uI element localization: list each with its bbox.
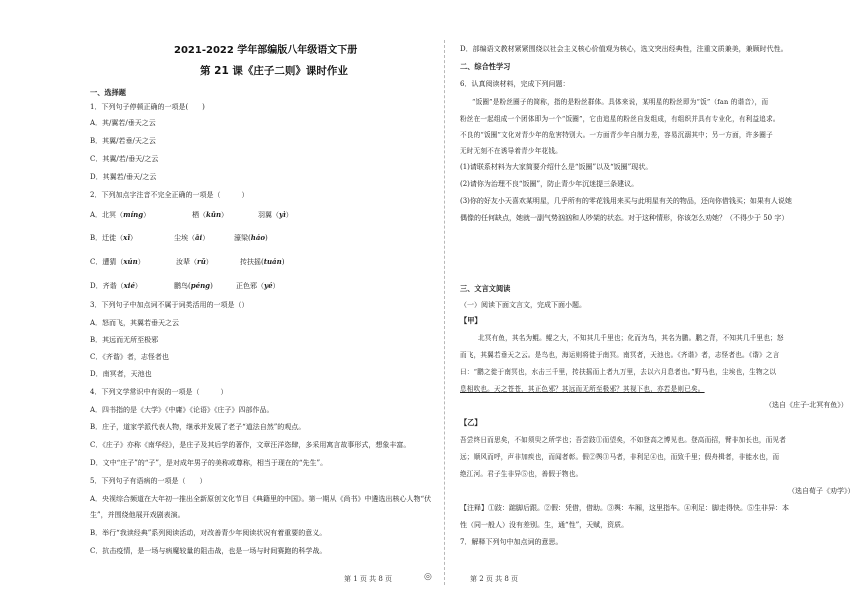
q3-option-c: C．《齐谐》者，志怪者也 (90, 353, 169, 361)
q2-option-d: D．齐谐（xié） (90, 281, 142, 290)
jia-line-4: 息相吹也。天之苍苍，其正色邪？其远而无所至极邪？其视下也，亦若是则已矣。 (460, 385, 705, 393)
page-number-left: 第 1 页 共 8 页 (344, 575, 393, 583)
q6-part-2: (2)请你为治理不良“饭圈”，防止青少年沉迷提三条建议。 (460, 180, 639, 188)
q6-part-1: (1)请联系材料为大家简要介绍什么是“饭圈”以及“饭圈”现状。 (460, 163, 653, 171)
q4-option-b: B．庄子，道家学派代表人物，继承并发展了老子“道法自然”的观点。 (90, 423, 306, 431)
binding-mark-icon: ◎ (424, 572, 432, 582)
q2-option-a-2: 栖（kūn） (192, 210, 229, 219)
passage-yi-label: 【乙】 (460, 418, 482, 427)
q6-part-3-cont: 偶像的任何缺点，她就一副气势汹汹和人吵架的状态。对于这种情形，你该怎么劝她？（不得少于 50 字） (460, 214, 789, 222)
notes-line-2: 性（同一般人）没有差别。生，通“性”，天赋，资质。 (460, 521, 629, 529)
q4-option-a: A．四书指的是《大学》《中庸》《论语》《庄子》四部作品。 (90, 406, 274, 414)
q5-option-c: C．抗击疫情，是一场与病魔较量的阻击战，也是一场与时间赛跑的科学战。 (90, 547, 327, 555)
q2-option-b-2: 尘埃（āi） (174, 233, 210, 242)
q1-option-c: C．其翼/若/垂天/之云 (90, 155, 159, 163)
q3-option-a: A．怒而飞，其翼若垂天之云 (90, 319, 180, 327)
section-heading-choice: 一、选择题 (90, 88, 126, 97)
lesson-title: 第 21 课《庄子二则》课时作业 (200, 65, 348, 77)
question-1: 1．下列句子停顿正确的一项是( ) (90, 103, 205, 111)
q2-option-c: C．遭猜（xún） (90, 257, 145, 266)
question-7: 7．解释下列句中加点词的意思。 (460, 538, 563, 546)
yi-line-1: 吾尝终日而思矣，不如须臾之所学也；吾尝跂①而望矣，不如登高之博见也。登高而招，臂非加长也，而见者 (460, 436, 787, 444)
q2-option-a-3: 羽翼（yì） (258, 210, 293, 219)
q4-option-c: C．《庄子》亦称《南华经》，是庄子及其后学的著作，文章汪洋恣肆，多采用寓言故事形式，想象丰富。 (90, 441, 411, 449)
q2-option-a: A．北冥（míng） (90, 210, 151, 219)
jia-source: （选自《庄子·北冥有鱼》） (765, 401, 848, 409)
yi-line-2: 远；顺风而呼，声非加疾也，而闻者彰。假②舆③马者，非利足④也，而致千里；假舟楫者，非能水也，而 (460, 453, 780, 461)
material-line-2: 粉丝在一起组成一个团体即为一个“饭圈”，它由追星的粉丝自发组成，有组织并具有专业化，有利益追求。 (460, 115, 780, 123)
q4-option-d: D．文中“庄子”的“子”，是对成年男子的美称或尊称，相当于现在的“先生”。 (90, 459, 328, 467)
material-line-3: 不良的“饭圈”文化对青少年的危害特别大。一方面青少年自制力差，容易沉溺其中；另一方面，许多圈子 (460, 131, 773, 139)
material-line-4: 无时无刻不在诱导着青少年花钱。 (460, 147, 562, 155)
q2-option-b: B．迁徙（xǐ） (90, 233, 137, 242)
q1-option-d: D．其翼若/垂天/之云 (90, 173, 157, 181)
q5-option-a-cont: 生”，并围绕他展开戏剧表演。 (90, 511, 185, 519)
jia-line-1: 北冥有鱼，其名为鲲。鲲之大，不知其几千里也；化而为鸟，其名为鹏。鹏之背，不知其几千里也；怒 (478, 334, 784, 342)
yi-line-3: 绝江河。君子生非异⑤也，善假于物也。 (460, 470, 583, 478)
q2-option-d-2: 鹏鸟(péng) (174, 281, 213, 290)
q3-option-b: B．其远而无所至极邪 (90, 336, 159, 344)
question-4: 4．下列文学常识中有误的一项是（ ） (90, 388, 228, 396)
q5-option-a: A．央视综合频道在大年初一推出全新原创文化节目《典籍里的中国》。第一期从《尚书》中遴选出核心人物“伏 (90, 495, 432, 503)
question-2: 2．下列加点字注音不完全正确的一项是（ ） (90, 191, 249, 199)
page-number-right: 第 2 页 共 8 页 (470, 575, 519, 583)
material-line-1: “饭圈”是粉丝圈子的简称，指的是粉丝群体。具体来说，某明星的粉丝即为“饭”（fan 的谐音），而 (472, 98, 769, 106)
q2-option-d-3: 正色邪（yé） (236, 281, 280, 290)
question-5: 5．下列句子有语病的一项是（ ） (90, 477, 207, 485)
passage-jia-label: 【甲】 (460, 316, 482, 325)
right-page (430, 0, 860, 608)
q2-option-c-2: 汝辈（rǔ） (176, 257, 213, 266)
doc-title: 2021-2022 学年部编版八年级语文下册 (174, 45, 358, 56)
yi-source: （选自荀子《劝学》） (788, 487, 855, 495)
q6-part-3: (3)你的好友小天喜欢某明星，几乎所有的零花钱用来买与此明星有关的物品，还向你借钱买；如果有人说她 (460, 197, 792, 205)
sub-instruction: （一）阅读下面文言文，完成下面小题。 (460, 301, 586, 309)
section-heading-classical: 三、文言文阅读 (460, 284, 511, 293)
question-6: 6．认真阅读材料，完成下列问题： (460, 80, 570, 88)
q2-option-c-3: 抟扶摇(tuán) (240, 257, 285, 266)
q3-option-d: D．南冥者，天池也 (90, 370, 152, 378)
jia-line-3: 曰：“鹏之徙于南冥也，水击三千里，抟扶摇而上者九万里，去以六月息者也。”野马也，尘埃也，生物之以 (460, 368, 777, 376)
section-heading-integrated: 二、综合性学习 (460, 62, 511, 71)
question-3: 3．下列句子中加点词不属于词类活用的一项是（） (90, 301, 249, 309)
q2-option-b-3: 濠梁(háo) (234, 233, 268, 242)
notes-line-1: 【注释】①跂：踮脚后跟。②假：凭借，借助。③舆：车厢，这里指车。④利足：脚走得快。⑤生非异：本 (460, 504, 789, 512)
q1-option-b: B．其翼/若垂/天之云 (90, 137, 156, 145)
q1-option-a: A．其/翼若/垂天之云 (90, 119, 156, 127)
q5-option-b: B．举行“我读经典”系列阅读活动，对改善青少年阅读状况有着重要的意义。 (90, 529, 327, 537)
q5-option-d: D．部编语文教材紧紧围绕以社会主义核心价值观为核心，选文突出经典性，注重文质兼美，兼顾时代性。 (460, 45, 788, 53)
jia-line-2: 而飞，其翼若垂天之云。是鸟也，海运则将徙于南冥。南冥者，天池也。《齐谐》者，志怪者也。《谐》之言 (460, 351, 780, 359)
